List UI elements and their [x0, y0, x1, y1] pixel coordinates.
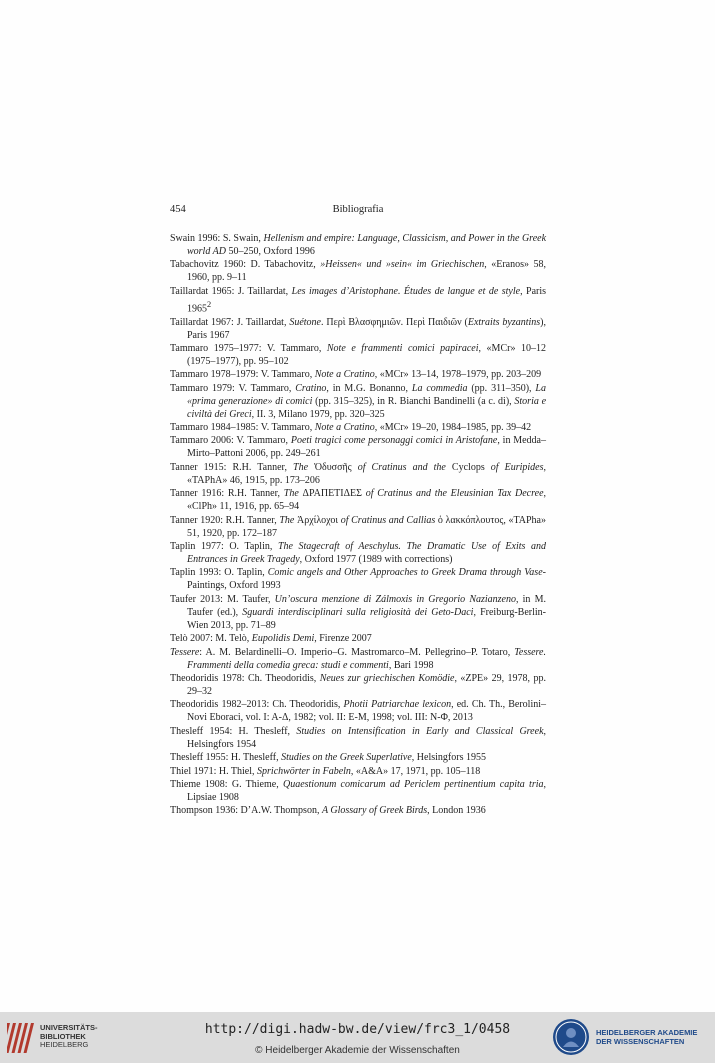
bibliography-entry: Tammaro 1984–1985: V. Tammaro, Note a Cratino, «MCr» 19–20, 1984–1985, pp. 39–42: [170, 422, 532, 434]
academy-seal-icon: [552, 1018, 590, 1056]
page-url-link[interactable]: http://digi.hadw-bw.de/view/frc3_1/0458: [204, 1022, 511, 1037]
bibliography-entry: Tessere: A. M. Belardinelli–O. Imperio–G. Mastromarco–M. Pellegrino–P. Totaro, Tessere. Frammenti della comedia greca: studi e commenti, Bari 1998: [170, 646, 546, 671]
bibliography-entry: Theodoridis 1978: Ch. Theodoridis, Neues zur griechischen Komödie, «ZPE» 29, 1978, pp. 29–32: [170, 672, 546, 697]
bibliography-entry: Taufer 2013: M. Taufer, Un’oscura menzione di Zálmoxis in Gregorio Nazianzeno, in M. Taufer (ed.), Sguardi interdisciplinari sulla religiosità dei Geto-Daci, Freiburg-Berlin-Wien 2013, pp. 71–89: [170, 593, 547, 631]
bibliography-entry: Thompson 1936: D’A.W. Thompson, A Glossary of Greek Birds, London 1936: [170, 805, 486, 817]
university-library-name: UNIVERSITÄTS- BIBLIOTHEK HEIDELBERG: [40, 1023, 98, 1050]
bibliography-entry: Tanner 1916: R.H. Tanner, The ΔΡΑΠΕΤΙΔΕΣ of Cratinus and the Eleusinian Tax Decree, «ClPh» 11, 1916, pp. 65–94: [170, 488, 547, 513]
bibliography-entry: Taplin 1993: O. Taplin, Comic angels and Other Approaches to Greek Drama through Vase-Paintings, Oxford 1993: [170, 567, 546, 592]
bibliography-entry: Tammaro 1975–1977: V. Tammaro, Note e frammenti comici papiracei, «MCr» 10–12 (1975–1977), pp. 95–102: [170, 342, 546, 367]
bibliography-entry: Thesleff 1954: H. Thesleff, Studies on Intensification in Early and Classical Greek, Helsingfors 1954: [170, 725, 547, 750]
page-number: 454: [170, 204, 186, 215]
bibliography-list: [170, 232, 546, 818]
bibliography-entry: Swain 1996: S. Swain, Hellenism and empire: Language, Classicism, and Power in the Greek world AD 50–250, Oxford 1996: [170, 233, 547, 257]
bibliography-entry: Tanner 1915: R.H. Tanner, The Ὀδυσσῆς of Cratinus and the Cyclops of Euripides, «TAPhA» 46, 1915, pp. 173–206: [170, 461, 546, 486]
bibliography-entry: Tabachovitz 1960: D. Tabachovitz, »Heissen« und »sein« im Griechischen, «Eranos» 58, 1960, pp. 9–11: [170, 259, 546, 284]
bibliography-entry: Tanner 1920: R.H. Tanner, The Ἀρχίλοχοι of Cratinus and Callias ὁ λακκόπλουτος, «TAPha» 51, 1920, pp. 172–187: [170, 514, 546, 539]
bibliography-entry: Thesleff 1955: H. Thesleff, Studies on the Greek Superlative, Helsingfors 1955: [170, 752, 486, 764]
bibliography-entry: Tammaro 1979: V. Tammaro, Cratino, in M.G. Bonanno, La commedia (pp. 311–350), La «prima generazione» di comici (pp. 315–325), in R. Bianchi Bandinelli (a c. di), Storia e civiltà dei Greci, II. 3, Milano 1979, pp. 320–325: [170, 382, 547, 420]
academy-name: HEIDELBERGER AKADEMIE DER WISSENSCHAFTEN: [596, 1028, 698, 1046]
bibliography-entry: Taplin 1977: O. Taplin, The Stagecraft of Aeschylus. The Dramatic Use of Exits and Entrances in Greek Tragedy, Oxford 1977 (1989 with corrections): [170, 541, 546, 566]
copyright-notice: © Heidelberger Akademie der Wissenschaften: [255, 1045, 460, 1056]
bibliography-entry: Tammaro 2006: V. Tammaro, Poeti tragici come personaggi comici in Aristofane, in Medda–Mirto–Pattoni 2006, pp. 249–261: [170, 435, 546, 460]
bibliography-entry: Tammaro 1978–1979: V. Tammaro, Note a Cratino, «MCr» 13–14, 1978–1979, pp. 203–209: [170, 369, 542, 381]
bibliography-entry: Taillardat 1967: J. Taillardat, Suétone. Περὶ Βλασφημιῶν. Περὶ Παιδιῶν (Extraits byzantins), Paris 1967: [170, 316, 547, 341]
running-title: Bibliografia: [332, 204, 384, 215]
bibliography-entry: Thiel 1971: H. Thiel, Sprichwörter in Fabeln, «A&A» 17, 1971, pp. 105–118: [170, 765, 481, 777]
bibliography-entry: Taillardat 1965: J. Taillardat, Les images d’Aristophane. Études de langue et de style, Paris 1965$^2$: [170, 285, 547, 315]
bibliography-entry: Thieme 1908: G. Thieme, Quaestionum comicarum ad Periclem pertinentium capita tria, Lipsiae 1908: [170, 778, 547, 803]
bibliography-entry: Theodoridis 1982–2013: Ch. Theodoridis, Photii Patriarchae lexicon, ed. Ch. Th., Berolini–Novi Eboraci, vol. I: A-Δ, 1982; vol. II: E-M, 1998; vol. III: N-Φ, 2013: [170, 699, 546, 724]
bibliography-entry: Telò 2007: M. Telò, Eupolidis Demi, Firenze 2007: [170, 633, 372, 645]
running-header: [170, 204, 546, 218]
